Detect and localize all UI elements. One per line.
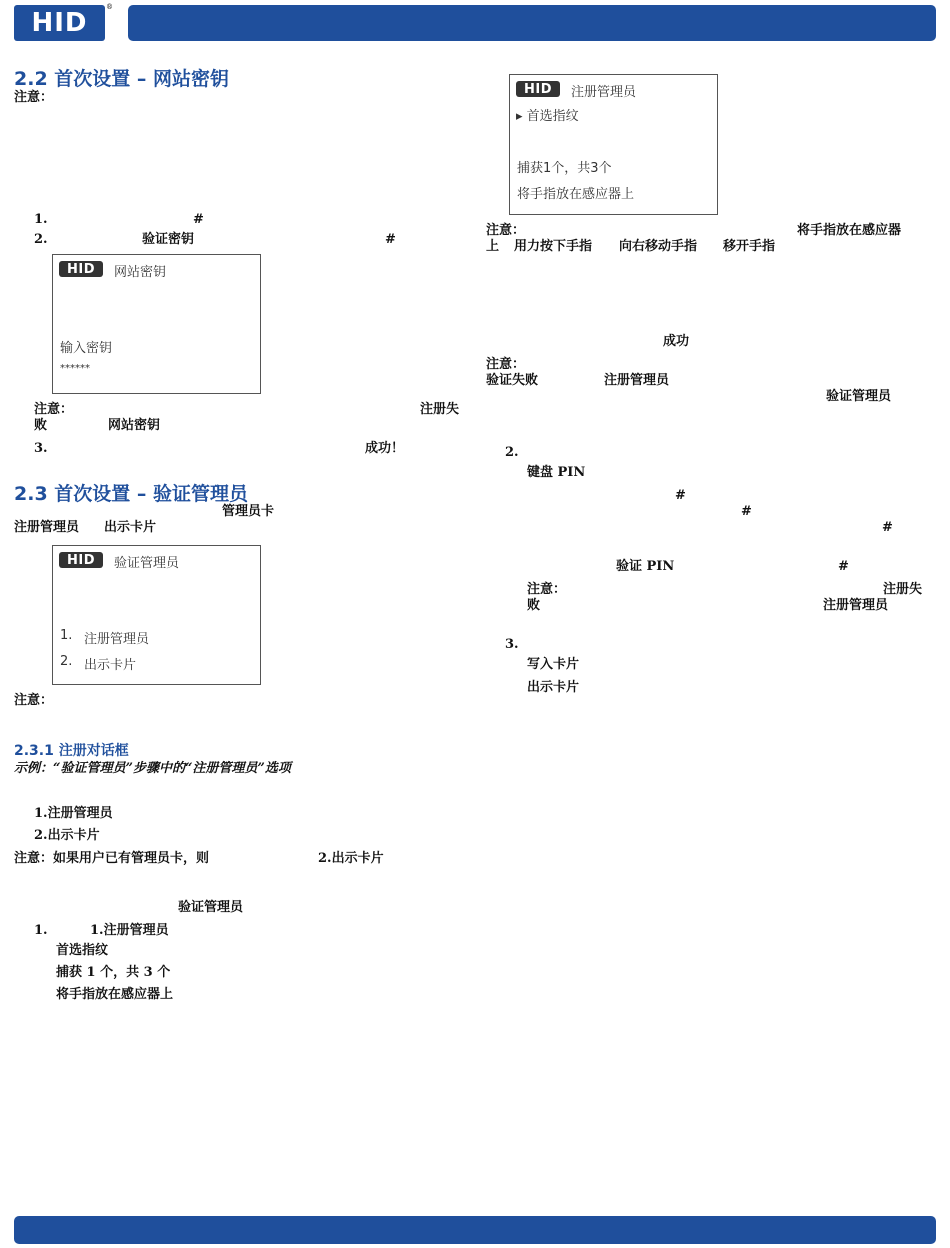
section-2-3-1-title: 2.3.1 注册对话框 <box>14 743 129 759</box>
masked-key-value: ****** <box>60 363 90 374</box>
section-2-3-title: 2.3 首次设置 – 验证管理员 <box>14 483 249 505</box>
success-text: 成功 <box>663 334 690 349</box>
hash-symbol: # <box>193 212 204 227</box>
example-caption: 示例：“验证管理员”步骤中的“注册管理员”选项 <box>14 761 291 776</box>
option-present-card: 2.出示卡片 <box>34 828 100 843</box>
verify-key-label: 验证密钥 <box>142 232 195 247</box>
hid-mini-logo: HID <box>516 81 560 97</box>
option-enroll-admin: 1.注册管理员 <box>34 806 113 821</box>
verify-admin-label: 验证管理员 <box>178 900 244 915</box>
preferred-finger-text: 首选指纹 <box>56 943 109 958</box>
option-present-card[interactable]: 出示卡片 <box>84 658 137 673</box>
screen-title: 验证管理员 <box>114 556 180 571</box>
registered-mark: ® <box>106 3 113 11</box>
step-number: 1. <box>34 212 48 227</box>
place-finger-text: 将手指放在感应器上 <box>517 187 635 202</box>
write-card-label: 写入卡片 <box>527 657 580 672</box>
capture-count-text: 捕获 1 个，共 3 个 <box>56 965 171 980</box>
note-label: 注意： <box>14 693 54 708</box>
enroll-fail-text: 败 <box>527 598 541 613</box>
enroll-admin-screen <box>509 74 718 215</box>
note-label: 注意： <box>14 90 54 105</box>
enroll-admin-label: 注册管理员 <box>14 520 80 535</box>
header-bar <box>128 5 936 41</box>
verify-admin-label: 验证管理员 <box>826 389 892 404</box>
place-finger-text: 将手指放在感应器上 <box>56 987 174 1002</box>
note-label: 注意： <box>486 223 526 238</box>
step-number: 3. <box>505 637 519 652</box>
hid-mini-logo: HID <box>59 261 103 277</box>
hash-symbol: # <box>838 559 849 574</box>
step-number: 3. <box>34 441 48 456</box>
lift-finger-text: 移开手指 <box>723 239 776 254</box>
screen-prompt: 输入密钥 <box>60 341 113 356</box>
present-card-label: 出示卡片 <box>104 520 157 535</box>
enroll-fail-text: 注册失 <box>420 402 460 417</box>
admin-card-label: 管理员卡 <box>222 504 275 519</box>
option-number: 1. <box>60 628 73 643</box>
site-key-label: 网站密钥 <box>108 418 161 433</box>
hash-symbol: # <box>675 488 686 503</box>
capture-count-text: 捕获1个，共3个 <box>517 161 612 176</box>
move-finger-text: 向右移动手指 <box>619 239 698 254</box>
note-label: 注意： <box>486 357 526 372</box>
section-2-2-title: 2.2 首次设置 – 网站密钥 <box>14 68 230 90</box>
verify-pin-label: 验证 PIN <box>616 559 675 574</box>
note-label: 注意： <box>527 582 567 597</box>
keypad-pin-label: 键盘 PIN <box>527 465 586 480</box>
option-enroll-admin[interactable]: 注册管理员 <box>84 632 150 647</box>
press-finger-text: 用力按下手指 <box>514 239 593 254</box>
present-card-label: 2.出示卡片 <box>318 851 384 866</box>
enroll-admin-label: 1.注册管理员 <box>90 923 169 938</box>
enroll-fail-text: 注册失 <box>883 582 923 597</box>
note-label: 注意： <box>34 402 74 417</box>
hid-logo: HID <box>14 5 105 41</box>
hash-symbol: # <box>741 504 752 519</box>
footer-bar <box>14 1216 936 1244</box>
step-number: 2. <box>34 232 48 247</box>
option-number: 2. <box>60 654 73 669</box>
screen-title: 网站密钥 <box>114 265 167 280</box>
step-number: 1. <box>34 923 48 938</box>
step-number: 2. <box>505 445 519 460</box>
preferred-finger-option[interactable]: ▸ 首选指纹 <box>516 109 579 124</box>
verify-fail-text: 验证失败 <box>486 373 539 388</box>
hash-symbol: # <box>882 520 893 535</box>
enroll-admin-label: 注册管理员 <box>823 598 889 613</box>
place-finger-text: 上 <box>486 239 500 254</box>
success-text: 成功！ <box>365 441 405 456</box>
place-finger-text: 将手指放在感应器 <box>797 223 902 238</box>
hid-mini-logo: HID <box>59 552 103 568</box>
screen-title: 注册管理员 <box>571 85 637 100</box>
hash-symbol: # <box>385 232 396 247</box>
verify-admin-screen <box>52 545 261 685</box>
enroll-fail-text: 败 <box>34 418 48 433</box>
note-text: 注意：如果用户已有管理员卡，则 <box>14 851 210 866</box>
enroll-admin-label: 注册管理员 <box>604 373 670 388</box>
present-card-label: 出示卡片 <box>527 680 580 695</box>
site-key-screen <box>52 254 261 394</box>
